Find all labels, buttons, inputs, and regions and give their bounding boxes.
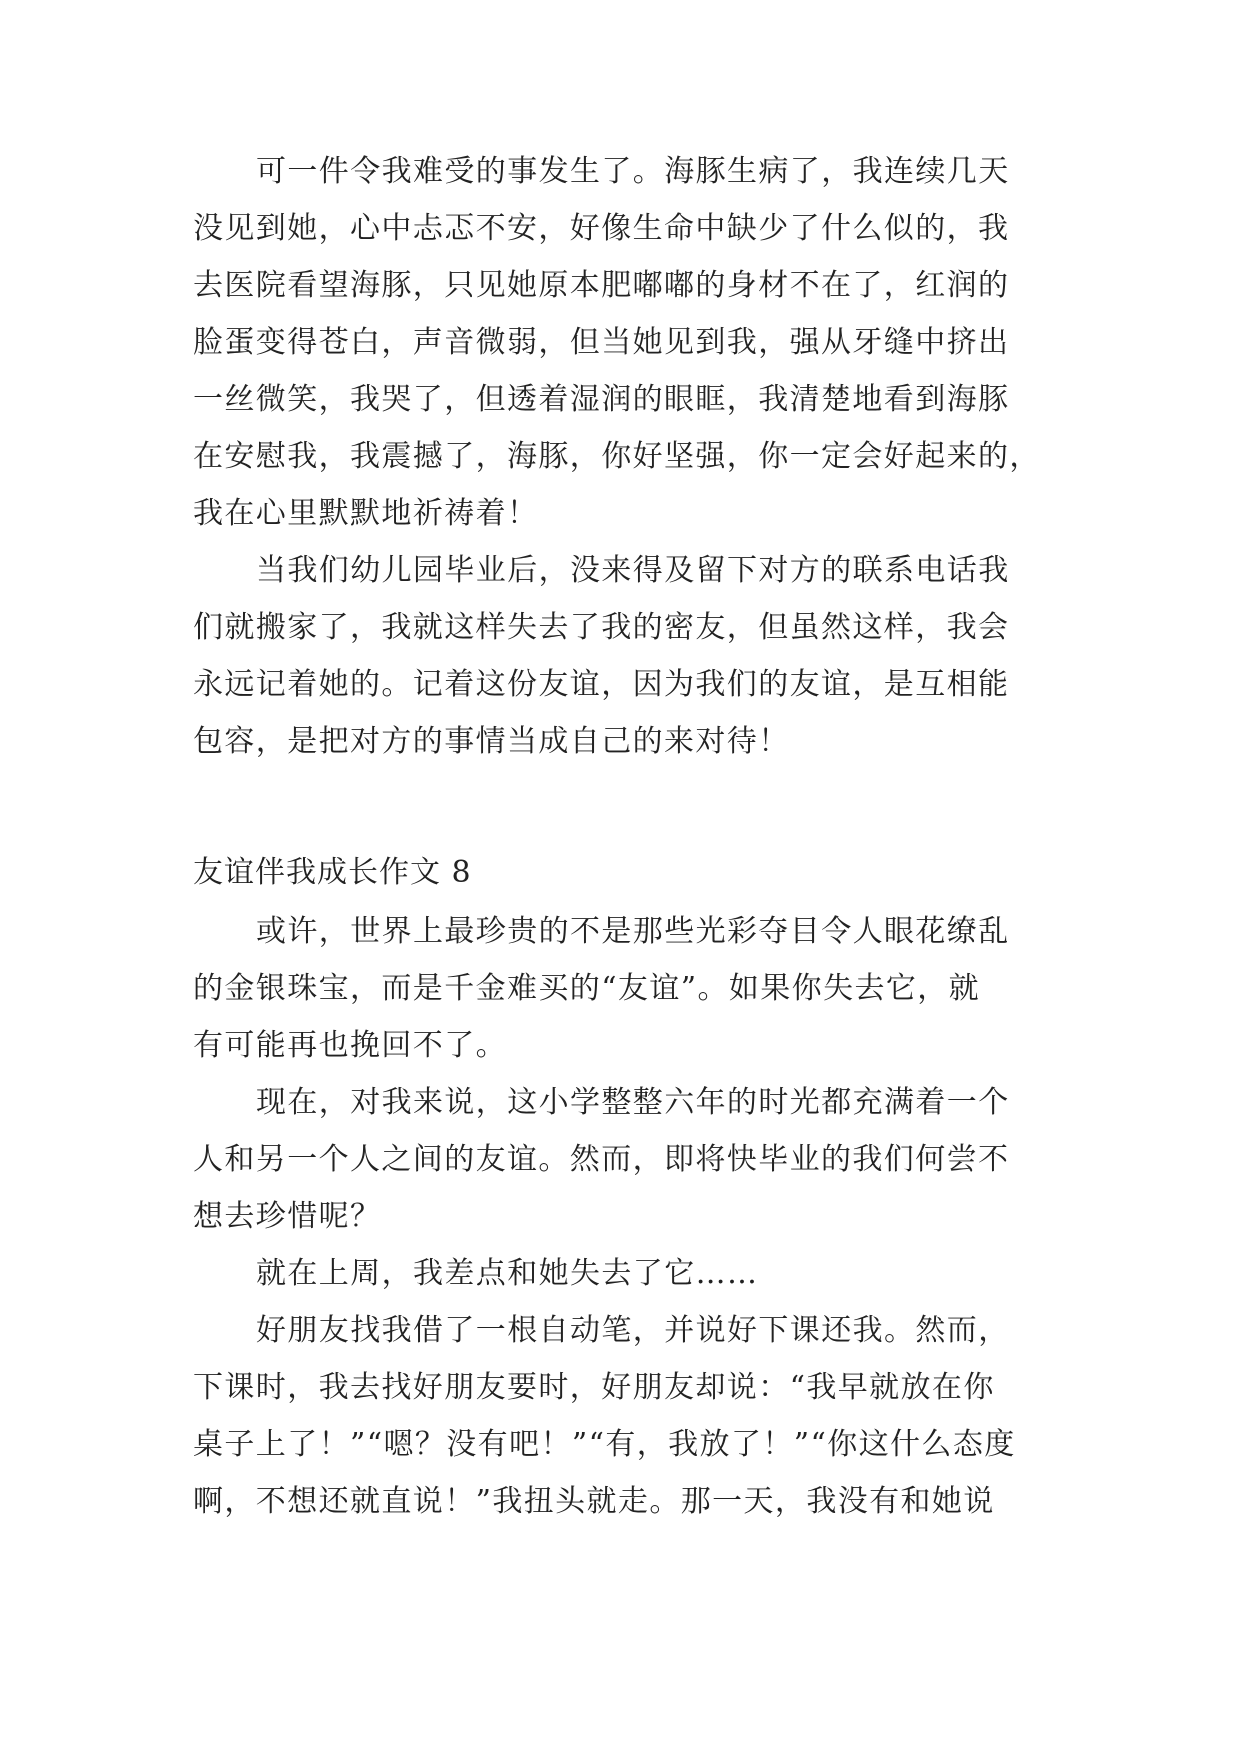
paragraph-line: 我在心里默默地祈祷着！ xyxy=(193,496,539,531)
paragraph-line: 或许，世界上最珍贵的不是那些光彩夺目令人眼花缭乱 xyxy=(256,914,1010,949)
paragraph-line: 包容，是把对方的事情当成自己的来对待！ xyxy=(193,724,790,759)
paragraph-line: 可一件令我难受的事发生了。海豚生病了，我连续几天 xyxy=(256,154,1010,189)
paragraph-line: 有可能再也挽回不了。 xyxy=(193,1028,507,1063)
paragraph-line: 就在上周，我差点和她失去了它…… xyxy=(256,1256,759,1291)
paragraph-line: 在安慰我，我震撼了，海豚，你好坚强，你一定会好起来的， xyxy=(193,439,1041,474)
section-title: 友谊伴我成长作文 8 xyxy=(193,855,472,890)
paragraph-line: 想去珍惜呢？ xyxy=(193,1199,382,1234)
paragraph-line: 啊，不想还就直说！”我扭头就走。那一天，我没有和她说 xyxy=(193,1484,995,1519)
paragraph-line: 桌子上了！”“嗯？没有吧！”“有，我放了！”“你这什么态度 xyxy=(193,1427,1016,1462)
paragraph-line: 一丝微笑，我哭了，但透着湿润的眼眶，我清楚地看到海豚 xyxy=(193,382,1010,417)
paragraph-line: 当我们幼儿园毕业后，没来得及留下对方的联系电话我 xyxy=(256,553,1010,588)
paragraph-line: 去医院看望海豚，只见她原本肥嘟嘟的身材不在了，红润的 xyxy=(193,268,1010,303)
paragraph-line: 人和另一个人之间的友谊。然而，即将快毕业的我们何尝不 xyxy=(193,1142,1010,1177)
paragraph-line: 们就搬家了，我就这样失去了我的密友，但虽然这样，我会 xyxy=(193,610,1010,645)
paragraph-line: 好朋友找我借了一根自动笔，并说好下课还我。然而， xyxy=(256,1313,1010,1348)
paragraph-line: 没见到她，心中忐忑不安，好像生命中缺少了什么似的，我 xyxy=(193,211,1010,246)
paragraph-line: 现在，对我来说，这小学整整六年的时光都充满着一个 xyxy=(256,1085,1010,1120)
paragraph-line: 脸蛋变得苍白，声音微弱，但当她见到我，强从牙缝中挤出 xyxy=(193,325,1010,360)
paragraph-line: 下课时，我去找好朋友要时，好朋友却说：“我早就放在你 xyxy=(193,1370,995,1405)
paragraph-line: 的金银珠宝，而是千金难买的“友谊”。如果你失去它，就 xyxy=(193,971,981,1006)
paragraph-line: 永远记着她的。记着这份友谊，因为我们的友谊，是互相能 xyxy=(193,667,1010,702)
